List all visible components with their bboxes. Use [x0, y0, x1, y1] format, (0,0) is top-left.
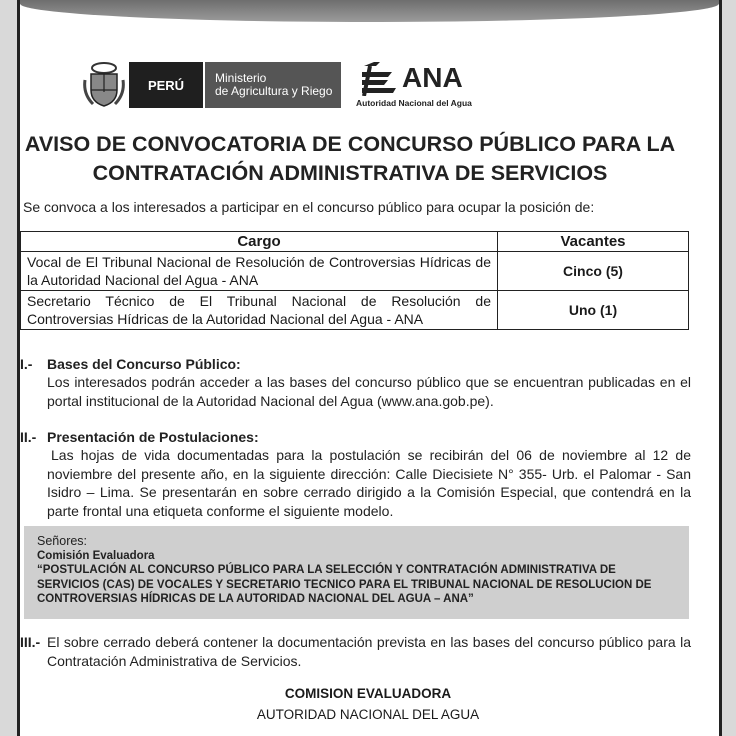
peru-crest-icon: [83, 60, 125, 110]
ana-full-name: Autoridad Nacional del Agua: [356, 98, 472, 108]
peru-label: PERÚ: [129, 62, 203, 108]
page-margin-right: [722, 0, 736, 736]
ministry-line-1: Ministerio: [215, 71, 267, 85]
header-vacantes: Vacantes: [498, 232, 689, 252]
page-margin-left: [0, 0, 17, 736]
title-line-1: AVISO DE CONVOCATORIA DE CONCURSO PÚBLICO PARA LA: [24, 132, 676, 156]
section-number: III.-: [20, 634, 41, 650]
cargo-cell: Vocal de El Tribunal Nacional de Resolución de Controversias Hídricas de la Autoridad Nacional del Agua - ANA: [21, 252, 498, 291]
ministry-label: [205, 62, 341, 108]
section-heading: Presentación de Postulaciones:: [47, 429, 259, 445]
vacantes-cell: Cinco (5): [498, 252, 689, 291]
section-body: Los interesados podrán acceder a las bases del concurso público que se encuentran publicadas en el portal institucional de la Autoridad Nacional del Agua (www.ana.gob.pe).: [47, 374, 691, 409]
signature-org: AUTORIDAD NACIONAL DEL AGUA: [256, 707, 480, 722]
ana-logo: [356, 60, 496, 112]
section-number: II.-: [20, 429, 37, 445]
table-row: [21, 291, 689, 330]
label-subject: “POSTULACIÓN AL CONCURSO PÚBLICO PARA LA SELECCIÓN Y CONTRATACIÓN ADMINISTRATIVA DE SERVICIOS (CAS) DE VOCALES Y SECRETARIO TECNICO PARA EL TRIBUNAL NACIONAL DE RESOLUCION DE CONTROVERSIAS HÍDRICAS DE LA AUTORIDAD NACIONAL DEL AGUA – ANA”: [37, 564, 652, 605]
title-line-2: CONTRATACIÓN ADMINISTRATIVA DE SERVICIOS: [92, 161, 608, 185]
section-bases: [20, 355, 690, 411]
ana-acronym: ANA: [402, 62, 463, 93]
label-salutation: Señores:: [37, 534, 88, 548]
ana-wave-icon: [360, 62, 398, 96]
header-cargo: Cargo: [21, 232, 498, 252]
table-row: [21, 252, 689, 291]
section-body: El sobre cerrado deberá contener la documentación prevista en las bases del concurso público para la Contratación Administrativa de Servicios.: [47, 634, 691, 669]
section-heading: Bases del Concurso Público:: [47, 356, 241, 372]
vacantes-cell: Uno (1): [498, 291, 689, 330]
envelope-label-model: [24, 526, 689, 619]
label-recipient: Comisión Evaluadora: [37, 549, 155, 562]
positions-table: [20, 231, 689, 330]
page-title: [20, 130, 680, 188]
cargo-cell: Secretario Técnico de El Tribunal Nacional de Resolución de Controversias Hídricas de la Autoridad Nacional del Agua - ANA: [21, 291, 498, 330]
signature-title: COMISION EVALUADORA: [284, 686, 452, 701]
section-number: I.-: [20, 356, 33, 372]
top-band: [20, 0, 719, 22]
section-body: Las hojas de vida documentadas para la postulación se recibirán del 06 de noviembre al 12 de noviembre del presente año, en la siguiente dirección: Calle Diecisiete N° 355- Urb. el Palomar - San Isidro – Lima. Se presentarán en sobre cerrado dirigido a la Comisión Especial, que contendrá en la parte frontal una etiqueta conforme el siguiente modelo.: [47, 447, 691, 519]
intro-text: Se convoca a los interesados a participar en el concurso público para ocupar la posición de:: [23, 199, 595, 215]
section-postulaciones: [20, 428, 690, 522]
ministry-line-2: de Agricultura y Riego: [215, 84, 333, 98]
table-header-row: [21, 232, 689, 252]
